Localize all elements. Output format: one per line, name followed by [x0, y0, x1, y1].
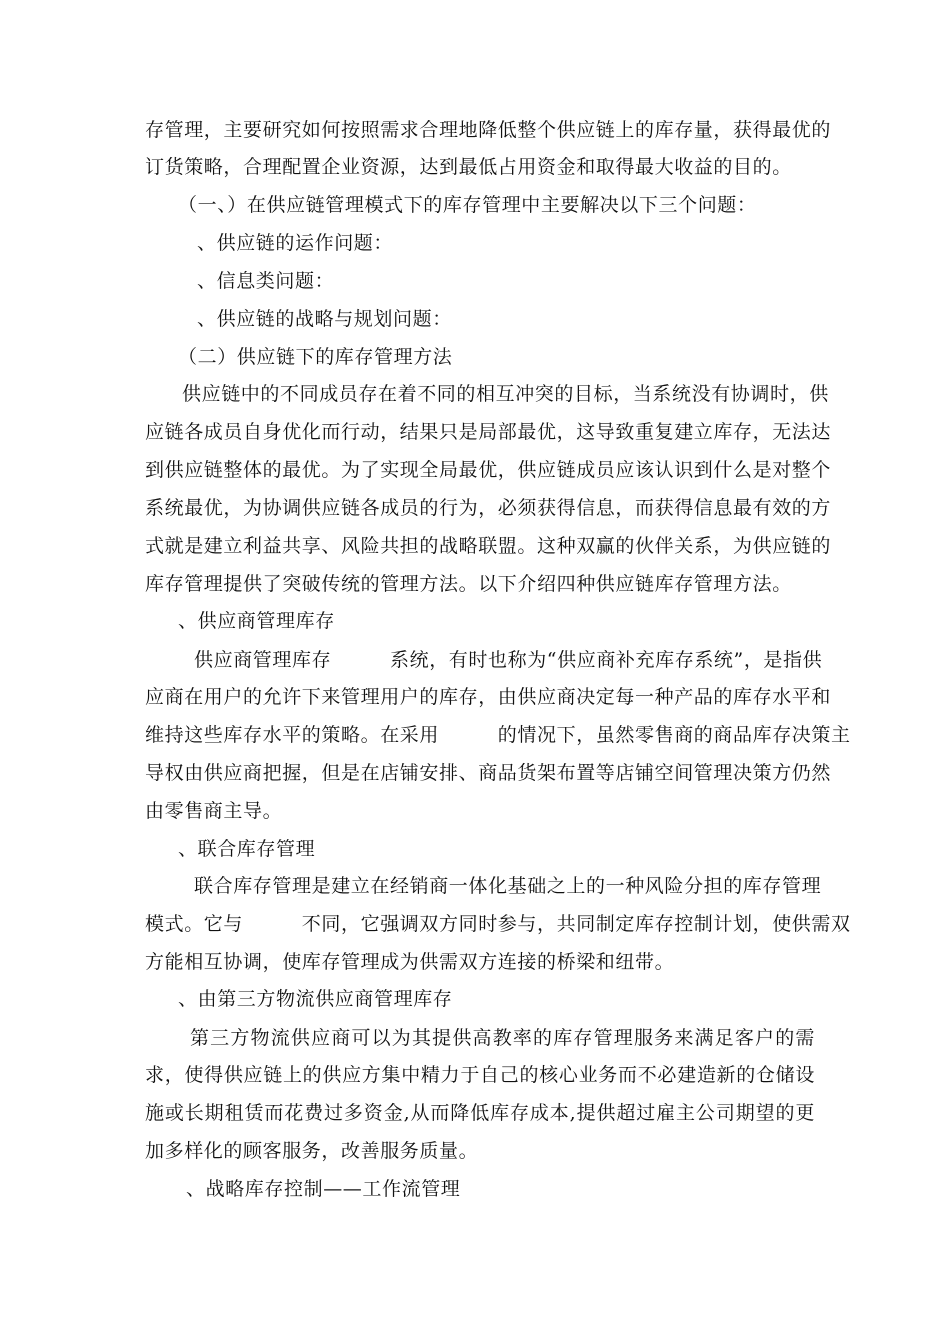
- body-text-line: 加多样化的顾客服务，改善服务质量。: [145, 1140, 479, 1162]
- body-text-line: 维持这些库存水平的策略。在采用 的情况下，虽然零售商的商品库存决策主: [145, 724, 851, 746]
- body-text-line: 由零售商主导。: [145, 800, 283, 822]
- list-item: 、信息类问题：: [197, 270, 335, 292]
- body-text-line: 供应链中的不同成员存在着不同的相互冲突的目标，当系统没有协调时，供: [182, 383, 829, 405]
- body-text-line: 应链各成员自身优化而行动，结果只是局部最优，这导致重复建立库存，无法达: [145, 421, 832, 443]
- list-item: 、供应链的运作问题：: [197, 232, 394, 254]
- body-text-line: 供应商管理库存 系统，有时也称为“供应商补充库存系统”，是指供: [194, 649, 823, 671]
- section-heading: （二）供应链下的库存管理方法: [178, 346, 453, 368]
- body-text-line: 方能相互协调，使库存管理成为供需双方连接的桥梁和纽带。: [145, 951, 675, 973]
- subsection-heading: 、供应商管理库存: [178, 610, 335, 632]
- body-text-line: 模式。它与 不同，它强调双方同时参与，共同制定库存控制计划，使供需双: [145, 913, 851, 935]
- body-text-line: 联合库存管理是建立在经销商一体化基础之上的一种风险分担的库存管理: [194, 875, 822, 897]
- body-text-line: 存管理，主要研究如何按照需求合理地降低整个供应链上的库存量，获得最优的: [145, 119, 832, 141]
- subsection-heading: 、由第三方物流供应商管理库存: [178, 988, 453, 1010]
- body-text-line: 应商在用户的允许下来管理用户的库存，由供应商决定每一种产品的库存水平和: [145, 686, 832, 708]
- body-text-line: 库存管理提供了突破传统的管理方法。以下介绍四种供应链库存管理方法。: [145, 573, 792, 595]
- list-item: 、供应链的战略与规划问题：: [197, 308, 452, 330]
- body-text-line: 系统最优，为协调供应链各成员的行为，必须获得信息，而获得信息最有效的方: [145, 497, 832, 519]
- subsection-heading: 、联合库存管理: [178, 838, 316, 860]
- section-heading: （一、）在供应链管理模式下的库存管理中主要解决以下三个问题：: [178, 194, 757, 216]
- body-text-line: 施或长期租赁而花费过多资金,从而降低库存成本,提供超过雇主公司期望的更: [145, 1102, 815, 1124]
- body-text-line: 求，使得供应链上的供应方集中精力于自己的核心业务而不必建造新的仓储设: [145, 1064, 815, 1086]
- body-text-line: 导权由供应商把握，但是在店铺安排、商品货架布置等店铺空间管理决策方仍然: [145, 762, 832, 784]
- body-text-line: 第三方物流供应商可以为其提供高教率的库存管理服务来满足客户的需: [190, 1027, 815, 1049]
- body-text-line: 式就是建立利益共享、风险共担的战略联盟。这种双赢的伙伴关系，为供应链的: [145, 535, 832, 557]
- body-text-line: 到供应链整体的最优。为了实现全局最优，供应链成员应该认识到什么是对整个: [145, 459, 832, 481]
- body-text-line: 订货策略，合理配置企业资源，达到最低占用资金和取得最大收益的目的。: [145, 156, 792, 178]
- subsection-heading: 、战略库存控制——工作流管理: [186, 1178, 461, 1200]
